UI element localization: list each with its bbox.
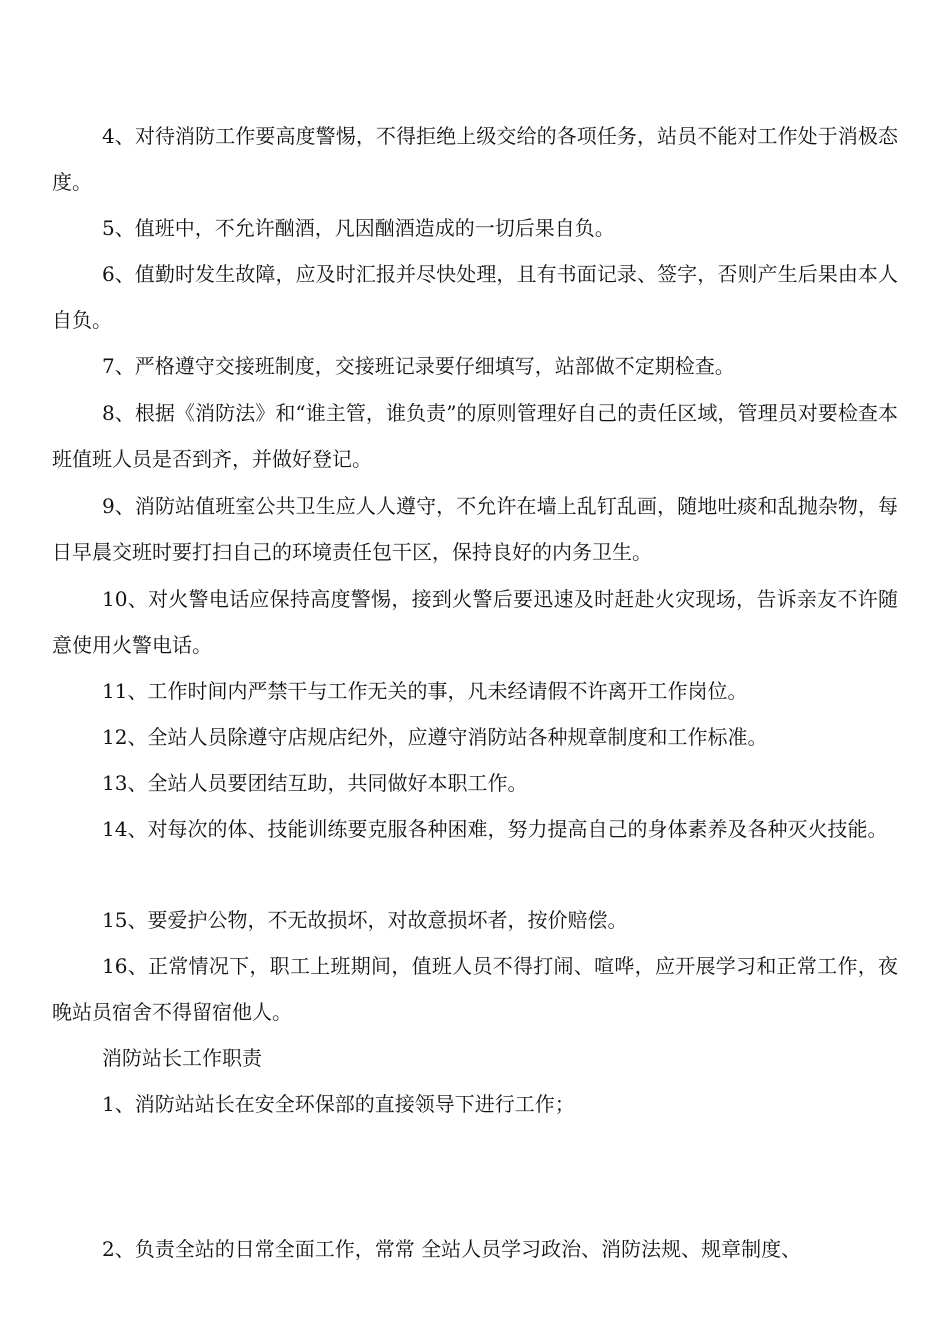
- paragraph-rule-12: 12、全站人员除遵守店规店纪外，应遵守消防站各种规章制度和工作标准。: [102, 725, 768, 749]
- paragraph-rule-15: 15、要爱护公物，不无故损坏，对故意损坏者，按价赔偿。: [102, 908, 628, 932]
- paragraph-duty-1: 1、消防站站长在安全环保部的直接领导下进行工作；: [102, 1092, 575, 1116]
- paragraph-rule-9: 9、消防站值班室公共卫生应人人遵守，不允许在墙上乱钉乱画，随地吐痰和乱抛杂物，每日早晨交班时要打扫自己的环境责任包干区，保持良好的内务卫生。: [52, 494, 898, 564]
- paragraph-rule-5: 5、值班中，不允许酗酒，凡因酗酒造成的一切后果自负。: [102, 216, 615, 240]
- paragraph-rule-11: 11、工作时间内严禁干与工作无关的事，凡未经请假不许离开工作岗位。: [102, 679, 748, 703]
- paragraph-rule-4: 4、对待消防工作要高度警惕，不得拒绝上级交给的各项任务，站员不能对工作处于消极态度。: [52, 124, 898, 194]
- paragraph-rule-6: 6、值勤时发生故障，应及时汇报并尽快处理，且有书面记录、签字，否则产生后果由本人自负。: [52, 262, 898, 332]
- paragraph-rule-14: 14、对每次的体、技能训练要克服各种困难，努力提高自己的身体素养及各种灭火技能。: [102, 817, 888, 841]
- paragraph-rule-7: 7、严格遵守交接班制度，交接班记录要仔细填写，站部做不定期检查。: [102, 354, 735, 378]
- paragraph-rule-8: 8、根据《消防法》和“谁主管，谁负责”的原则管理好自己的责任区域，管理员对要检查本班值班人员是否到齐，并做好登记。: [52, 401, 898, 471]
- paragraph-rule-13: 13、全站人员要团结互助，共同做好本职工作。: [102, 771, 528, 795]
- paragraph-rule-10: 10、对火警电话应保持高度警惕，接到火警后要迅速及时赶赴火灾现场，告诉亲友不许随意使用火警电话。: [52, 587, 898, 657]
- section-heading: 消防站长工作职责: [102, 1046, 262, 1070]
- paragraph-duty-2: 2、负责全站的日常全面工作，常常 全站人员学习政治、消防法规、规章制度、: [102, 1237, 802, 1261]
- paragraph-rule-16: 16、正常情况下，职工上班期间，值班人员不得打闹、喧哗，应开展学习和正常工作，夜晚站员宿舍不得留宿他人。: [52, 954, 898, 1024]
